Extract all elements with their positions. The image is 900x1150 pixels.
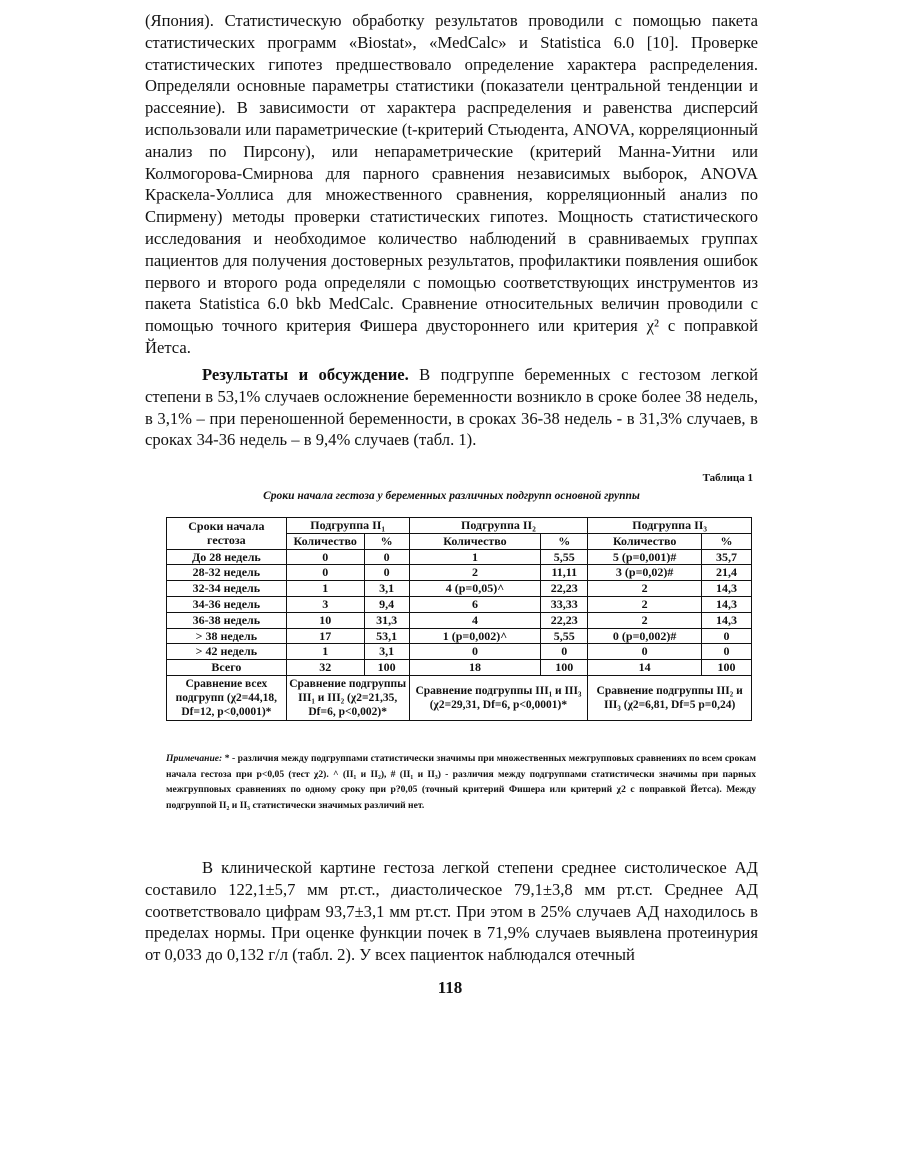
table-cell: 4 [409,612,541,628]
table-cell: 0 [286,549,364,565]
table-cell: 0 [702,644,752,660]
table-label: Таблица 1 [702,472,753,484]
table-cell: 2 [588,596,702,612]
table-cell: 4 (p=0,05)^ [409,581,541,597]
table-cell: 22,23 [541,581,588,597]
table-cell: 14 [588,660,702,676]
comparison-1-3: Сравнение подгруппы III₁ и III₃ (χ2=29,31, Df=6, p<0,0001)* [409,675,588,720]
table-cell: 0 [364,565,409,581]
comparison-row [167,675,752,720]
subheader-pct: % [364,533,409,549]
table-cell: 5,55 [541,628,588,644]
table-cell: 31,3 [364,612,409,628]
table-row [167,581,752,597]
header-onset: Сроки начала гестоза [167,518,287,550]
results-heading: Результаты и обсуждение. [202,365,409,384]
table-cell: 100 [541,660,588,676]
table-cell: 2 [588,581,702,597]
page-number: 118 [437,978,463,997]
table-cell: 0 [409,644,541,660]
table-cell: 14,3 [702,581,752,597]
row-label: До 28 недель [167,549,287,565]
header-group-2: Подгруппа II₂ [409,518,588,534]
table-cell: 1 [286,581,364,597]
table-cell: 11,11 [541,565,588,581]
paragraph-results [145,364,758,451]
table-cell: 32 [286,660,364,676]
row-label: 32-34 недель [167,581,287,597]
table-header-row [167,518,752,534]
row-label: Всего [167,660,287,676]
table-cell: 0 [588,644,702,660]
table-cell: 3 (p=0,02)# [588,565,702,581]
table-cell: 1 [286,644,364,660]
note-label: Примечание: [166,753,223,764]
subheader-count: Количество [409,533,541,549]
table-cell: 14,3 [702,612,752,628]
table-cell: 9,4 [364,596,409,612]
subheader-pct: % [541,533,588,549]
table-cell: 21,4 [702,565,752,581]
table-row [167,660,752,676]
table-body [167,549,752,675]
table-cell: 17 [286,628,364,644]
subheader-count: Количество [588,533,702,549]
subheader-count: Количество [286,533,364,549]
table-cell: 3 [286,596,364,612]
comparison-1-2: Сравнение подгруппы III₁ и III₂ (χ2=21,35, Df=6, p<0,002)* [286,675,409,720]
table-row [167,549,752,565]
header-group-3: Подгруппа II₃ [588,518,752,534]
table-row [167,628,752,644]
table-cell: 2 [409,565,541,581]
table-cell: 35,7 [702,549,752,565]
table-cell: 0 (p=0,002)# [588,628,702,644]
table-cell: 33,33 [541,596,588,612]
table-cell: 1 (p=0,002)^ [409,628,541,644]
row-label: > 42 недель [167,644,287,660]
table-cell: 0 [702,628,752,644]
table-cell: 2 [588,612,702,628]
row-label: > 38 недель [167,628,287,644]
table-cell: 0 [286,565,364,581]
paragraph-clinical: В клинической картине гестоза легкой степени среднее систолическое АД составило 122,1±5,7 мм рт.ст., диастолическое 79,1±3,8 мм рт.ст. Среднее АД соответствовало цифрам 93,7±3,1 мм рт.ст. При этом в 25% случаев АД находилось в пределах нормы. При оценке функции почек в 71,9% случаев выявлена протеинурия от 0,033 до 0,132 г/л (табл. 2). У всех пациенток наблюдался отечный [145,858,758,965]
paragraph-methods: (Япония). Статистическую обработку результатов проводили с помощью пакета статистических программ «Biostat», «MedCalc» и Statistica 6.0 [10]. Проверке статистических гипотез предшествовало определение характера распределения. Определяли основные параметры статистики (показатели центральной тенденции и рассеяние). В зависимости от характера распределения и равенства дисперсий использовали или параметрические (t-критерий Стьюдента, ANOVA, корреляционный анализ по Пирсону), или непараметрические (критерий Манна-Уитни или Колмогорова-Смирнова для парного сравнения независимых выборок, ANOVA Краскела-Уоллиса для множественного сравнения, корреляционный анализ по Спирмену) методы проверки статистических гипотез. Мощность статистического исследования и необходимое количество наблюдений в сравниваемых группах пациентов для получения достоверных результатов, профилактики появления ошибок первого и второго рода определяли с помощью соответствующих инструментов из пакета Statistica 6.0 bkb MedCalc. Сравнение относительных величин проводили с помощью точного критерия Фишера двустороннего или критерия χ² с поправкой Йетса. [145,11,758,357]
row-label: 28-32 недель [167,565,287,581]
table-cell: 3,1 [364,581,409,597]
table-row [167,644,752,660]
table-row [167,612,752,628]
table-row [167,596,752,612]
table-row [167,565,752,581]
table-cell: 100 [364,660,409,676]
table-cell: 18 [409,660,541,676]
table-cell: 5,55 [541,549,588,565]
table-cell: 1 [409,549,541,565]
table-cell: 0 [364,549,409,565]
table-cell: 5 (p=0,001)# [588,549,702,565]
table-cell: 0 [541,644,588,660]
table-title: Сроки начала гестоза у беременных различных подгрупп основной группы [263,490,640,502]
table-cell: 6 [409,596,541,612]
table-cell: 53,1 [364,628,409,644]
comparison-all: Сравнение всех подгрупп (χ2=44,18, Df=12, p<0,0001)* [167,675,287,720]
table-cell: 3,1 [364,644,409,660]
table-cell: 14,3 [702,596,752,612]
table-note [166,751,756,813]
table-cell: 100 [702,660,752,676]
note-text: * - различия между подгруппами статистически значимы при множественных межгрупповых сравнениях по всем срокам начала гестоза при p<0,05 (тест χ2). ^ (II₁ и II₂), # (II₁ и II₃) - различия между подгруппами статистически значимы при парных межгрупповых сравнениях по одному сроку при p?0,05 (точный критерий Фишера или критерий χ2 с поправкой Йетса). Между подгруппой II₂ и II₃ статистически значимых различий нет. [166,753,756,811]
gestosis-onset-table [166,517,752,721]
subheader-pct: % [702,533,752,549]
row-label: 36-38 недель [167,612,287,628]
comparison-2-3: Сравнение подгруппы III₂ и III₃ (χ2=6,81, Df=5 p=0,24) [588,675,752,720]
results-text: В подгруппе беременных с гестозом легкой степени в 53,1% случаев осложнение беременности возникло в сроке более 38 недель, в 3,1% – при переношенной беременности, в сроках 36-38 недель - в 31,3% случаев, в сроках 34-36 недель – в 9,4% случаев (табл. 1). [145,365,758,450]
table-cell: 22,23 [541,612,588,628]
table-cell: 10 [286,612,364,628]
row-label: 34-36 недель [167,596,287,612]
header-group-1: Подгруппа II₁ [286,518,409,534]
